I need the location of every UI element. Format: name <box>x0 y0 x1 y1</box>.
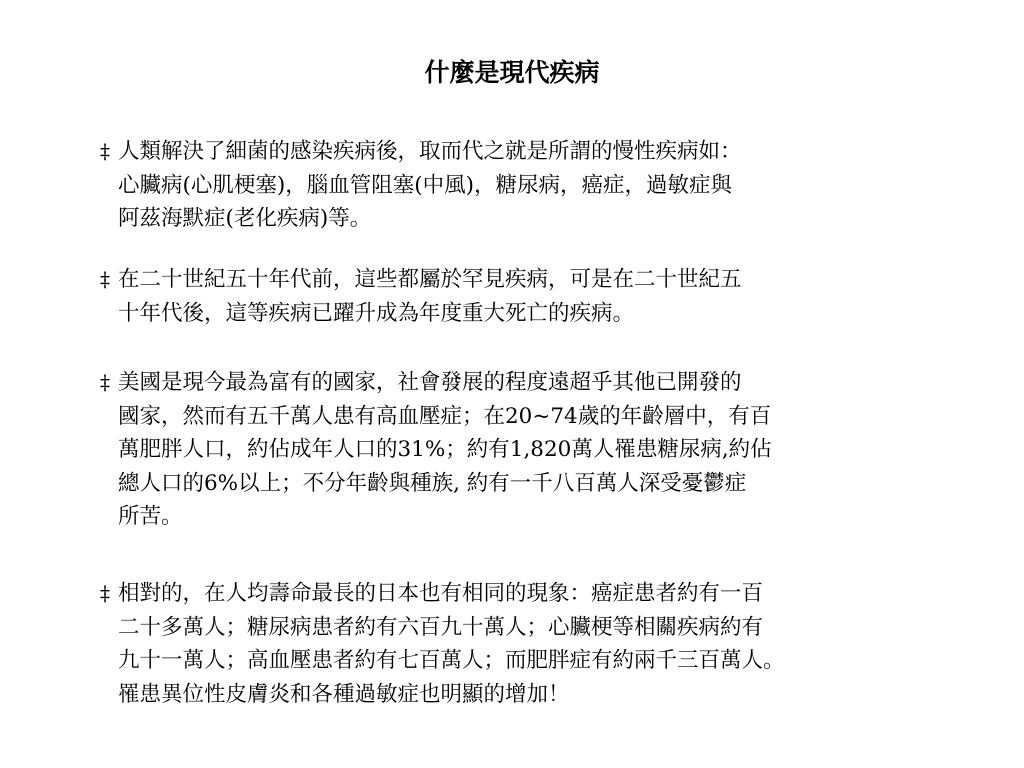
bullet-marker: ‡ <box>100 139 110 163</box>
bullet-usa-statistics <box>100 366 1010 534</box>
bullet-line: 罹患異位性皮膚炎和各種過敏症也明顯的增加！ <box>118 681 570 707</box>
bullet-marker: ‡ <box>100 581 110 605</box>
bullet-line: 阿茲海默症(老化疾病)等。 <box>118 206 372 231</box>
bullet-bacterial-to-chronic <box>100 135 1010 236</box>
bullet-line <box>100 366 1010 400</box>
bullet-line: 九十一萬人；高血壓患者約有七百萬人；而肥胖症有約兩千三百萬人。 <box>118 648 785 673</box>
bullet-line <box>100 135 1010 169</box>
bullet-line <box>100 577 1010 611</box>
slide-title: 什麼是現代疾病 <box>424 58 600 87</box>
bullet-text: 美國是現今最為富有的國家，社會發展的程度遠超乎其他已開發的 <box>118 370 742 395</box>
bullet-marker: ‡ <box>100 370 110 394</box>
bullet-japan-statistics <box>100 577 1010 711</box>
bullet-line: 國家，然而有五千萬人患有高血壓症；在20~74歲的年齡層中，有百 <box>118 403 772 429</box>
bullet-line: 二十多萬人；糖尿病患者約有六百九十萬人；心臟梗等相關疾病約有 <box>118 614 764 640</box>
bullet-text: 在二十世紀五十年代前，這些都屬於罕見疾病，可是在二十世紀五 <box>118 267 742 292</box>
bullet-line <box>100 263 1010 297</box>
bullet-text: 相對的，在人均壽命最長的日本也有相同的現象：癌症患者約有一百 <box>118 581 764 606</box>
bullet-text: 人類解決了細菌的感染疾病後，取而代之就是所謂的慢性疾病如： <box>118 139 742 164</box>
bullet-line: 心臟病(心肌梗塞)，腦血管阻塞(中風)，糖尿病，癌症，過敏症與 <box>118 172 733 198</box>
bullet-marker: ‡ <box>100 267 110 291</box>
bullet-1950s-history <box>100 263 1010 330</box>
bullet-line: 總人口的6%以上；不分年齡與種族, 約有一千八百萬人深受憂鬱症 <box>118 470 747 496</box>
bullet-line: 萬肥胖人口，約佔成年人口的31%；約有1,820萬人罹患糖尿病,約佔 <box>118 437 772 462</box>
bullet-line: 十年代後，這等疾病已躍升成為年度重大死亡的疾病。 <box>118 300 635 326</box>
bullet-line: 所苦。 <box>118 504 183 529</box>
